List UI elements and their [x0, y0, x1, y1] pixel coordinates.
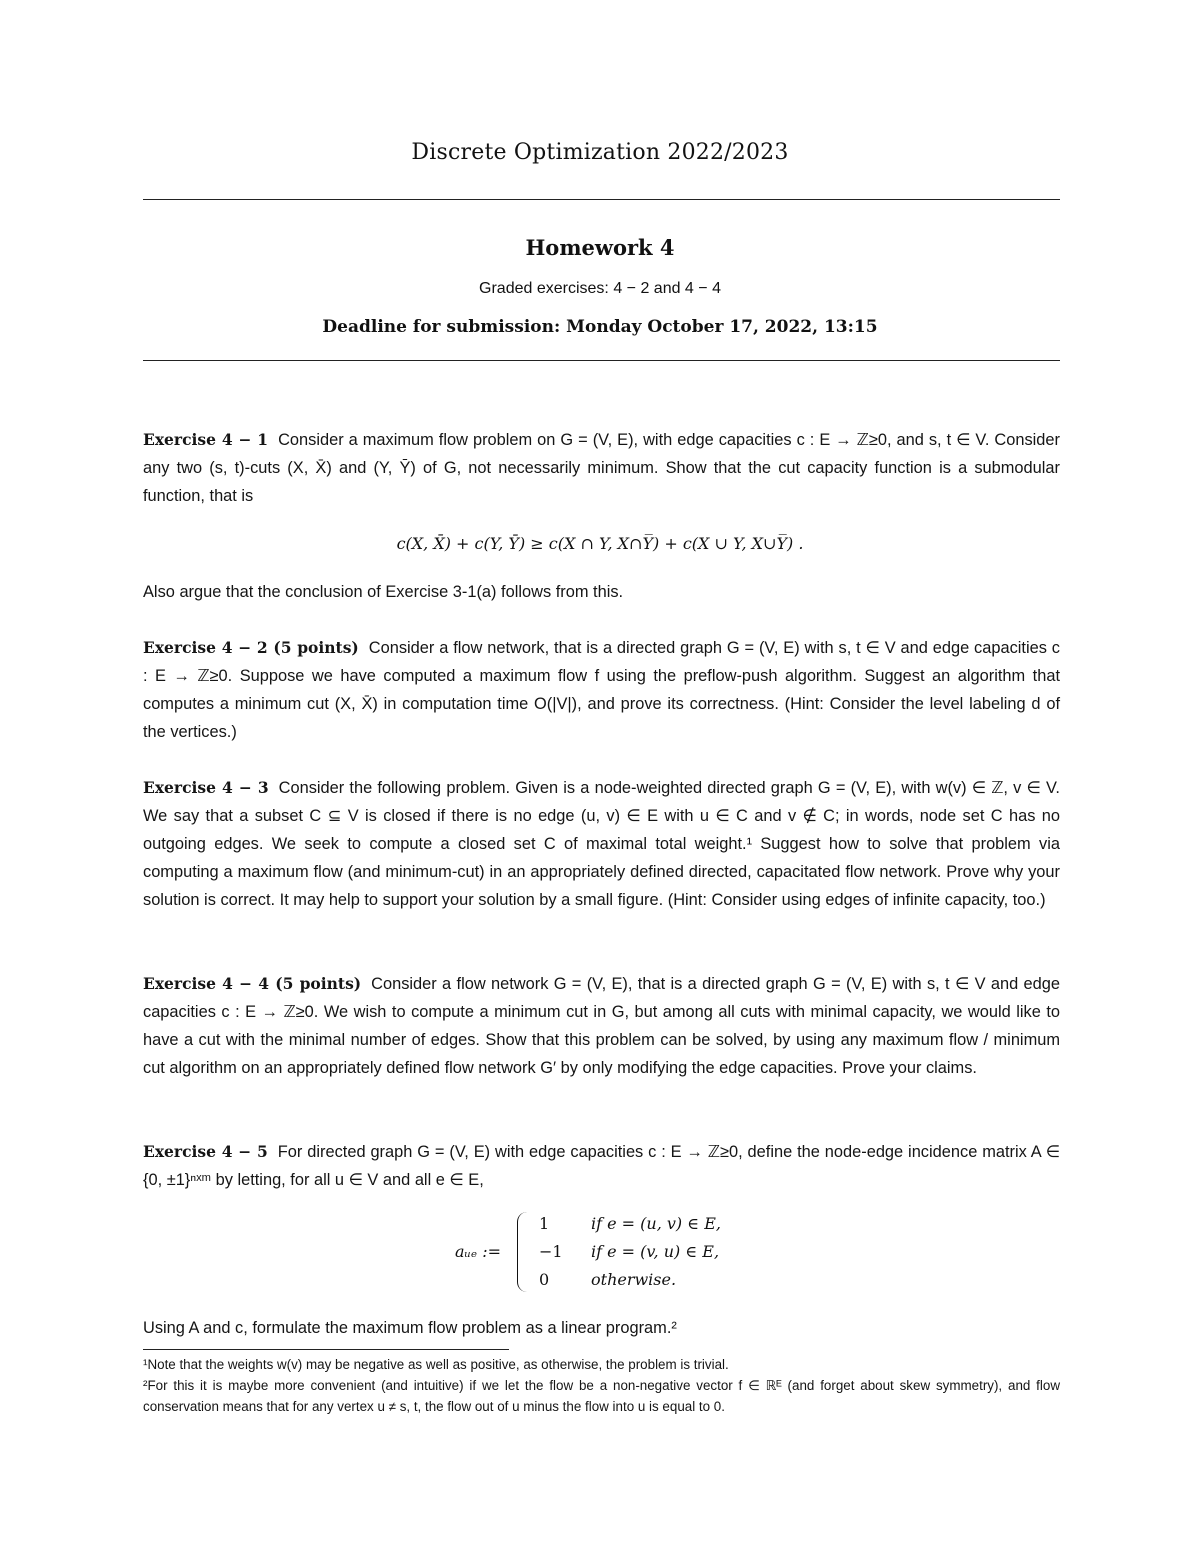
exercise-label: Exercise 4 − 5 — [143, 1142, 268, 1161]
incidence-lhs: aᵤₑ := — [455, 1242, 501, 1261]
homework-title: Homework 4 — [525, 235, 675, 260]
case-row: 0 otherwise. — [539, 1270, 677, 1289]
header-divider — [143, 360, 1060, 361]
case-row: 1 if e = (u, v) ∈ E, — [539, 1214, 721, 1233]
footnote-divider — [143, 1349, 509, 1350]
footnote-2: ²For this it is maybe more convenient (and intuitive) if we let the flow be a non-negative vector f ∈ ℝᴱ (and forget about skew symmetry), and flow conservation means that for any vertex u ≠ s, t, the flow out of u minus the flow into u is equal to 0. — [143, 1378, 1060, 1414]
exercise-text: Consider a flow network G = (V, E), that is a directed graph G = (V, E) with s, t ∈ V and edge capacities c : E → ℤ≥0. We wish to compute a minimum cut in G, but among all cuts with minimal capacity, we would like to have a cut with the minimal number of edges. Show that this problem can be solved, by using any maximum flow / minimum cut algorithm on an appropriately defined flow network G′ by only modifying the edge capacities. Prove your claims. — [143, 975, 1060, 1077]
exercise-4-5-followup: Using A and c, formulate the maximum flow problem as a linear program.² — [143, 1319, 677, 1337]
exercise-text: For directed graph G = (V, E) with edge capacities c : E → ℤ≥0, define the node-edge incidence matrix A ∈ {0, ±1}ⁿˣᵐ by letting, for all u ∈ V and all e ∈ E, — [143, 1143, 1060, 1189]
exercise-text: Consider the following problem. Given is a node-weighted directed graph G = (V, E), with w(v) ∈ ℤ, v ∈ V. We say that a subset C ⊆ V is closed if there is no edge (u, v) ∈ E with u ∈ C and v ∉ C; in words, node set C has no outgoing edges. We seek to compute a closed set C of maximal total weight.¹ Suggest how to solve that problem via computing a maximum flow (and minimum-cut) in an appropriately defined directed, capacitated flow network. Prove why your solution is correct. It may help to support your solution by a small figure. (Hint: Consider using edges of infinite capacity, too.) — [143, 779, 1060, 909]
top-divider — [143, 199, 1060, 200]
exercise-text: Consider a maximum flow problem on G = (V, E), with edge capacities c : E → ℤ≥0, and s, t ∈ V. Consider any two (s, t)-cuts (X, X̄) and (Y, Ȳ) of G, not necessarily minimum. Show that the cut capacity function is a submodular function, that is — [143, 431, 1060, 505]
graded-exercises: Graded exercises: 4 − 2 and 4 − 4 — [479, 280, 721, 297]
deadline: Deadline for submission: Monday October 17, 2022, 13:15 — [322, 317, 878, 337]
exercise-label: Exercise 4 − 3 — [143, 778, 269, 797]
exercise-4-4 — [143, 970, 1060, 1082]
case-row: −1 if e = (v, u) ∈ E, — [539, 1242, 720, 1261]
exercise-4-3 — [143, 774, 1060, 914]
exercise-text: Consider a flow network, that is a directed graph G = (V, E) with s, t ∈ V and edge capacities c : E → ℤ≥0. Suppose we have computed a maximum flow f using the preflow-push algorithm. Suggest an algorithm that computes a minimum cut (X, X̄) in computation time O(|V|), and prove its correctness. (Hint: Consider the level labeling d of the vertices.) — [143, 639, 1060, 741]
exercise-4-5 — [143, 1138, 1060, 1194]
submodular-formula: c(X, X̄) + c(Y, Ȳ) ≥ c(X ∩ Y, X∩Y̅) + c(X ∪ Y, X∪Y̅) . — [396, 534, 804, 553]
exercise-label: Exercise 4 − 4 (5 points) — [143, 974, 362, 993]
cases-brace — [517, 1212, 528, 1292]
exercise-label: Exercise 4 − 1 — [143, 430, 269, 449]
exercise-4-1-followup: Also argue that the conclusion of Exercise 3-1(a) follows from this. — [143, 583, 624, 601]
course-title: Discrete Optimization 2022/2023 — [411, 140, 789, 165]
exercise-4-2 — [143, 634, 1060, 746]
exercise-label: Exercise 4 − 2 (5 points) — [143, 638, 359, 657]
footnote-1: ¹Note that the weights w(v) may be negative as well as positive, as otherwise, the problem is trivial. — [143, 1357, 729, 1372]
incidence-definition — [455, 1208, 775, 1298]
exercise-4-1 — [143, 426, 1060, 510]
